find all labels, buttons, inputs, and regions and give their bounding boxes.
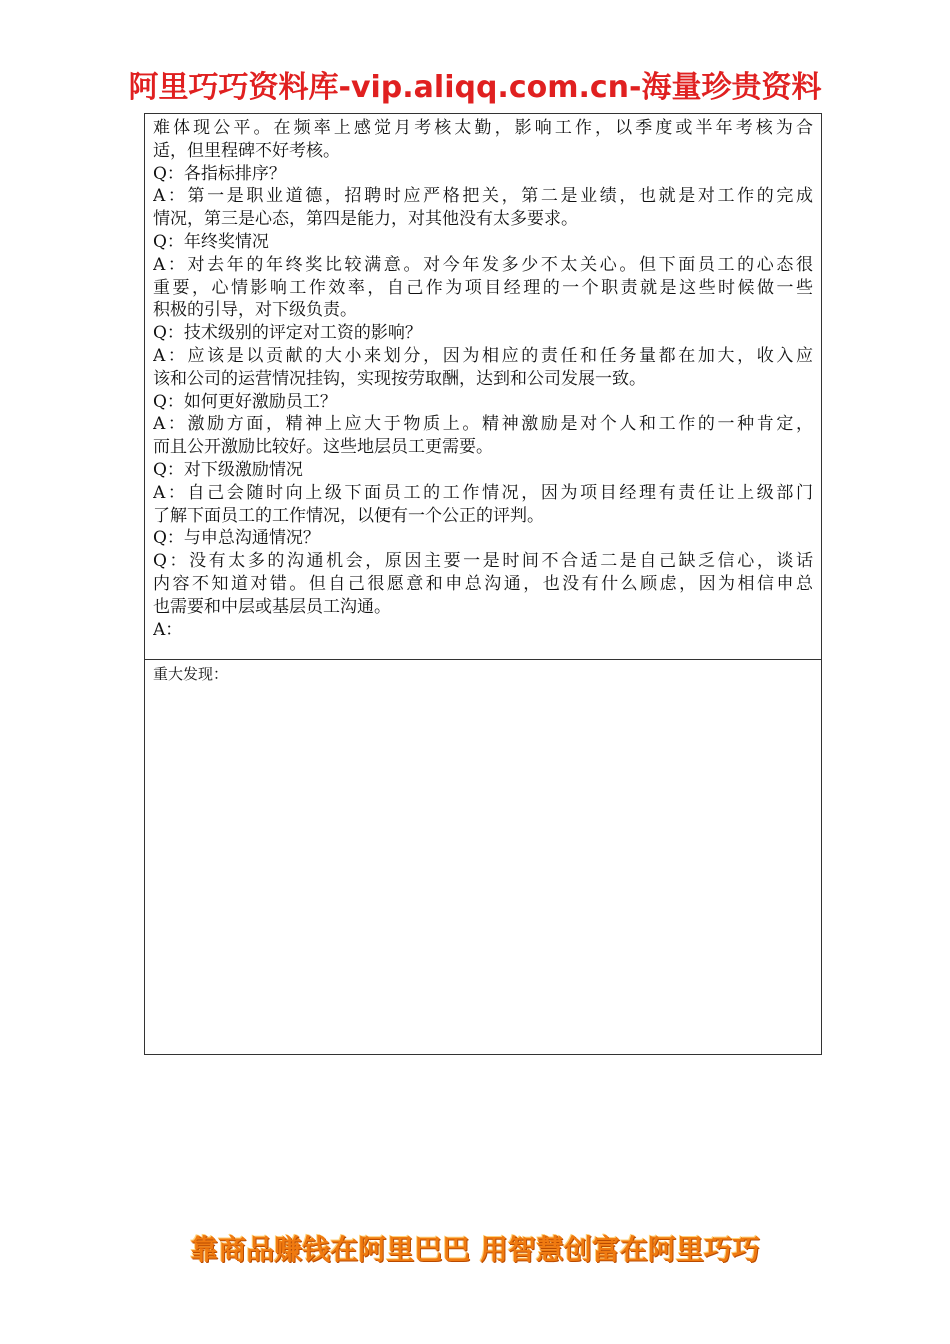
question-line: Q：没有太多的沟通机会，原因主要一是时间不合适二是自己缺乏信心，谈话: [153, 551, 813, 572]
text-line: 也需要和中层或基层员工沟通。: [153, 596, 391, 617]
findings-label: 重大发现：: [153, 665, 229, 683]
answer-line: A：第一是职业道德，招聘时应严格把关，第二是业绩，也就是对工作的完成: [153, 186, 813, 207]
question-line: Q：各指标排序？: [153, 163, 286, 184]
answer-line: A：激励方面，精神上应大于物质上。精神激励是对个人和工作的一种肯定，: [153, 414, 813, 435]
interview-table: [144, 113, 822, 1055]
header-banner: 阿里巧巧资料库-vip.aliqq.com.cn-海量珍贵资料: [128, 70, 822, 105]
answer-line: A：: [153, 619, 183, 640]
footer-banner: 靠商品赚钱在阿里巴巴 用智慧创富在阿里巧巧: [190, 1233, 760, 1266]
answer-line: A：自己会随时向上级下面员工的工作情况，因为项目经理有责任让上级部门: [153, 482, 813, 503]
text-line: 而且公开激励比较好。这些地层员工更需要。: [153, 437, 493, 458]
text-line: 难体现公平。在频率上感觉月考核太勤，影响工作，以季度或半年考核为合: [153, 118, 813, 138]
text-line: 该和公司的运营情况挂钩，实现按劳取酬，达到和公司发展一致。: [153, 368, 646, 389]
text-line: 内容不知道对错。但自己很愿意和申总沟通，也没有什么顾虑，因为相信申总: [153, 573, 813, 594]
answer-line: A：应该是以贡献的大小来划分，因为相应的责任和任务量都在加大，收入应: [153, 345, 813, 366]
text-line: 情况，第三是心态，第四是能力，对其他没有太多要求。: [153, 209, 578, 230]
findings-cell: [145, 660, 821, 1054]
question-line: Q：与申总沟通情况？: [153, 528, 320, 549]
text-line: 积极的引导，对下级负责。: [153, 300, 357, 321]
question-line: Q：如何更好激励员工？: [153, 391, 337, 412]
question-line: Q：年终奖情况: [153, 231, 269, 252]
text-line: 重要，心情影响工作效率，自己作为项目经理的一个职责就是这些时候做一些: [153, 277, 813, 298]
question-line: Q：技术级别的评定对工资的影响？: [153, 323, 422, 344]
answer-line: A：对去年的年终奖比较满意。对今年发多少不太关心。但下面员工的心态很: [153, 254, 813, 275]
text-line: 适，但里程碑不好考核。: [153, 140, 340, 161]
question-line: Q：对下级激励情况: [153, 459, 303, 480]
interview-content-cell: [145, 114, 821, 660]
text-line: 了解下面员工的工作情况，以便有一个公正的评判。: [153, 505, 544, 526]
